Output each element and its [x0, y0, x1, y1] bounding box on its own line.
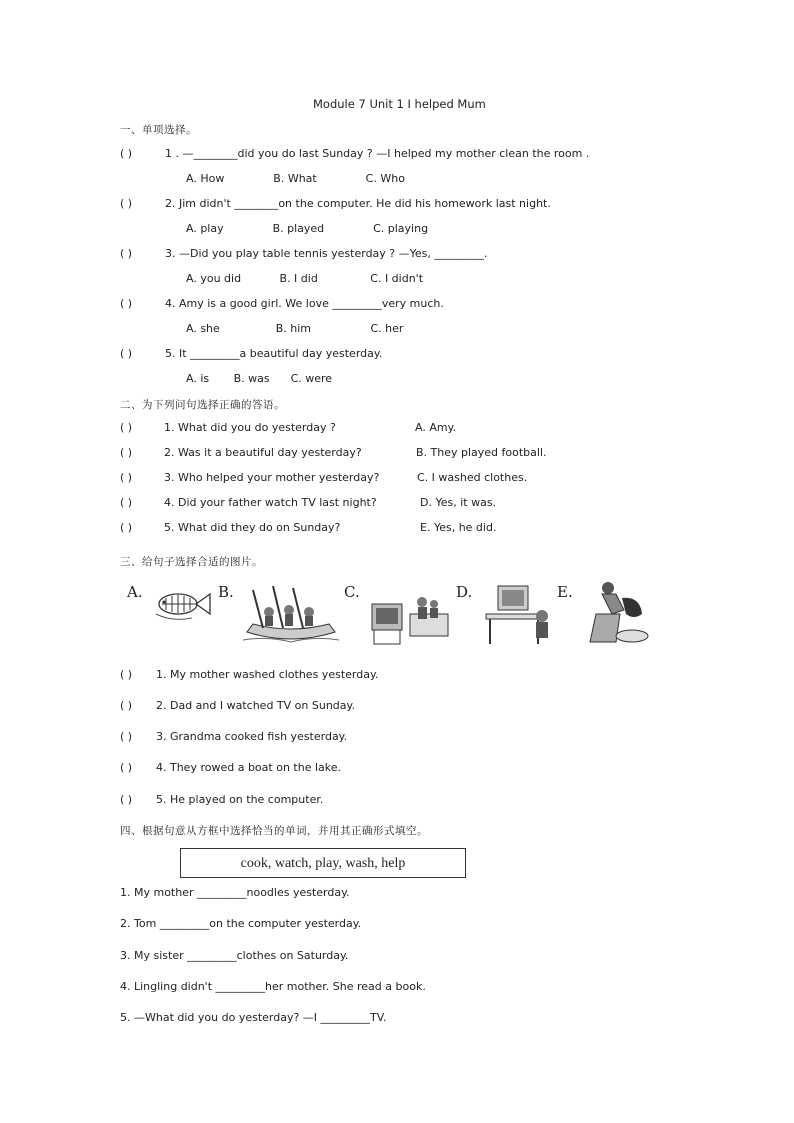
s3-row3-text: 3. Grandma cooked fish yesterday. — [156, 730, 348, 743]
s3-row4-text: 4. They rowed a boat on the lake. — [156, 761, 341, 774]
picture-label-e: E. — [557, 583, 573, 601]
s3-row3-bracket[interactable]: ( ) — [120, 730, 133, 743]
s2-row1-bracket[interactable]: ( ) — [120, 421, 133, 434]
s2-row5-question: 5. What did they do on Sunday? — [164, 521, 341, 534]
computer-picture — [484, 582, 554, 646]
s4-item1: 1. My mother _________noodles yesterday. — [120, 886, 350, 899]
s2-row2-bracket[interactable]: ( ) — [120, 446, 133, 459]
rowing-boat-picture — [243, 582, 339, 646]
s4-item5: 5. —What did you do yesterday? —I _________TV. — [120, 1011, 387, 1024]
picture-label-b: B. — [218, 583, 234, 601]
section2-heading: 二、为下列问句选择正确的答语。 — [120, 399, 285, 411]
s1-q3-options: A. you did B. I did C. I didn't — [186, 272, 424, 285]
s2-row1-answer: A. Amy. — [415, 421, 457, 434]
s3-row1-text: 1. My mother washed clothes yesterday. — [156, 668, 379, 681]
s1-q4-options: A. she B. him C. her — [186, 322, 404, 335]
s1-q1-options: A. How B. What C. Who — [186, 172, 405, 185]
s3-row2-text: 2. Dad and I watched TV on Sunday. — [156, 699, 355, 712]
picture-label-a: A. — [127, 583, 143, 601]
s2-row3-answer: C. I washed clothes. — [417, 471, 528, 484]
s1-q5-options: A. is B. was C. were — [186, 372, 333, 385]
s1-q4-bracket[interactable]: ( ) — [120, 297, 133, 310]
s1-q5-stem: 5. It _________a beautiful day yesterday. — [165, 347, 383, 360]
s1-q5-bracket[interactable]: ( ) — [120, 347, 133, 360]
s2-row4-bracket[interactable]: ( ) — [120, 496, 133, 509]
s2-row5-answer: E. Yes, he did. — [420, 521, 497, 534]
watching-tv-picture — [370, 584, 450, 646]
fish-picture — [152, 584, 214, 624]
s3-row1-bracket[interactable]: ( ) — [120, 668, 133, 681]
washing-clothes-picture — [582, 580, 652, 646]
s1-q1-bracket[interactable]: ( ) — [120, 147, 133, 160]
s1-q3-stem: 3. —Did you play table tennis yesterday ? —Yes, _________. — [165, 247, 488, 260]
s2-row2-question: 2. Was it a beautiful day yesterday? — [164, 446, 362, 459]
s2-row4-answer: D. Yes, it was. — [420, 496, 497, 509]
s1-q1-stem: 1 . —________did you do last Sunday ? —I helped my mother clean the room . — [165, 147, 590, 160]
s1-q2-bracket[interactable]: ( ) — [120, 197, 133, 210]
s2-row3-question: 3. Who helped your mother yesterday? — [164, 471, 380, 484]
picture-label-d: D. — [456, 583, 473, 601]
s2-row2-answer: B. They played football. — [416, 446, 547, 459]
s2-row4-question: 4. Did your father watch TV last night? — [164, 496, 377, 509]
s3-row4-bracket[interactable]: ( ) — [120, 761, 133, 774]
s3-row5-text: 5. He played on the computer. — [156, 793, 324, 806]
s2-row1-question: 1. What did you do yesterday ? — [164, 421, 336, 434]
section3-heading: 三、给句子选择合适的图片。 — [120, 556, 263, 568]
s2-row3-bracket[interactable]: ( ) — [120, 471, 133, 484]
word-box: cook, watch, play, wash, help — [180, 848, 466, 878]
s2-row5-bracket[interactable]: ( ) — [120, 521, 133, 534]
picture-label-c: C. — [344, 583, 360, 601]
s4-item2: 2. Tom _________on the computer yesterday. — [120, 917, 362, 930]
s3-row2-bracket[interactable]: ( ) — [120, 699, 133, 712]
s3-row5-bracket[interactable]: ( ) — [120, 793, 133, 806]
section1-heading: 一、单项选择。 — [120, 124, 197, 136]
s1-q2-stem: 2. Jim didn't ________on the computer. He did his homework last night. — [165, 197, 551, 210]
page-title: Module 7 Unit 1 I helped Mum — [313, 97, 486, 111]
s4-item4: 4. Lingling didn't _________her mother. She read a book. — [120, 980, 426, 993]
s1-q2-options: A. play B. played C. playing — [186, 222, 429, 235]
s1-q3-bracket[interactable]: ( ) — [120, 247, 133, 260]
section4-heading: 四、根据句意从方框中选择恰当的单词，并用其正确形式填空。 — [120, 825, 428, 837]
s1-q4-stem: 4. Amy is a good girl. We love _________very much. — [165, 297, 444, 310]
s4-item3: 3. My sister _________clothes on Saturday. — [120, 949, 349, 962]
